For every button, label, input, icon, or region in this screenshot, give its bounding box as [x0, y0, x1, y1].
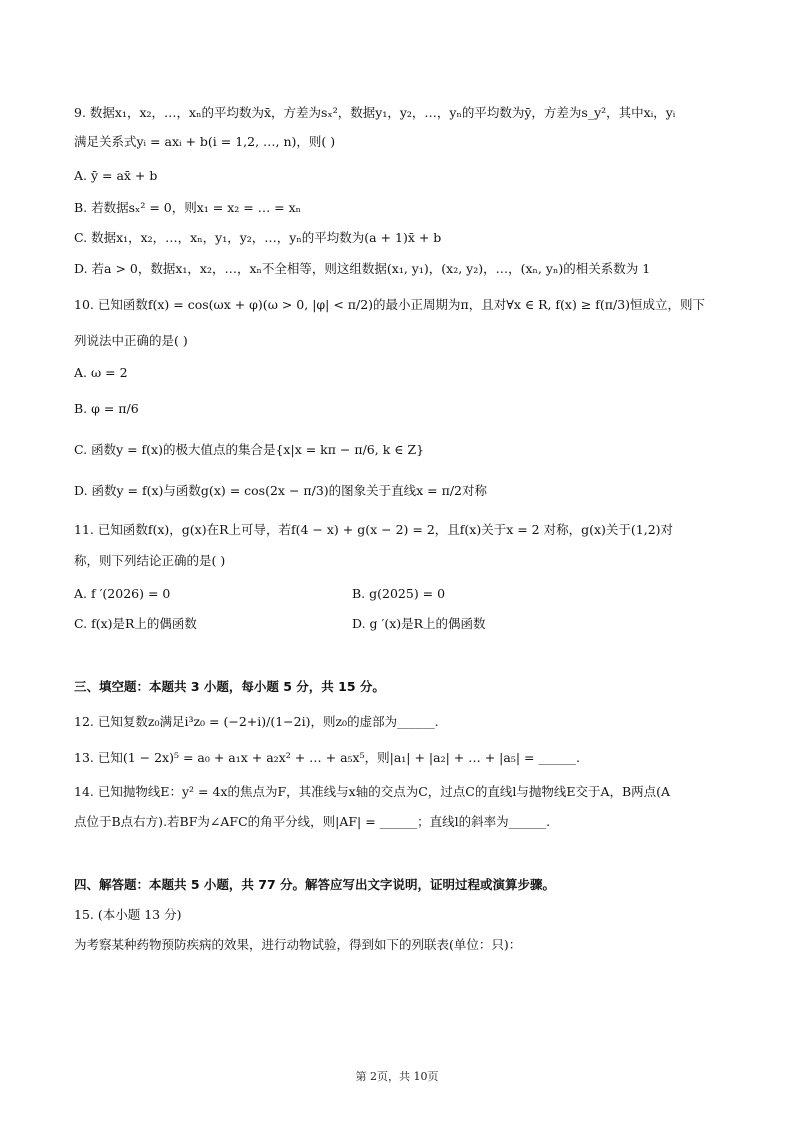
- q14-stem-line1: 14. 已知抛物线E：y² = 4x的焦点为F，其准线与x轴的交点为C，过点C的直线l与抛物线E交于A，B两点(A: [74, 784, 671, 799]
- q13-stem: 13. 已知(1 − 2x)⁵ = a₀ + a₁x + a₂x² + … + a₅x⁵，则|a₁| + |a₂| + … + |a₅| = ______.: [74, 750, 580, 765]
- q10-option-c: C. 函数y = f(x)的极大值点的集合是{x|x = kπ − π/6, k ∈ Z}: [74, 442, 425, 457]
- q11-option-b: B. g(2025) = 0: [352, 586, 446, 601]
- q10-option-a: A. ω = 2: [74, 365, 128, 380]
- q9-option-d: D. 若a > 0，数据x₁，x₂，…，xₙ不全相等，则这组数据(x₁, y₁)，(x₂, y₂)，…，(xₙ, yₙ)的相关系数为 1: [74, 261, 651, 276]
- q9-stem-line2: 满足关系式yᵢ = axᵢ + b(i = 1,2, …, n)，则( ): [74, 134, 336, 149]
- q9-stem-line1: 9. 数据x₁，x₂，…，xₙ的平均数为x̄，方差为sₓ²，数据y₁，y₂，…，yₙ的平均数为ȳ，方差为s_y²，其中xᵢ，yᵢ: [74, 105, 676, 120]
- q11-option-a: A. f ′(2026) = 0: [74, 586, 171, 601]
- q11-option-d: D. g ′(x)是R上的偶函数: [352, 616, 486, 631]
- section-4-heading: 四、解答题：本题共 5 小题，共 77 分。解答应写出文字说明，证明过程或演算步骤。: [74, 877, 556, 892]
- q9-option-b: B. 若数据sₓ² = 0，则x₁ = x₂ = … = xₙ: [74, 200, 302, 215]
- q9-option-a: A. ȳ = ax̄ + b: [74, 168, 158, 183]
- q9-option-c: C. 数据x₁，x₂，…，xₙ，y₁，y₂，…，yₙ的平均数为(a + 1)x̄ + b: [74, 230, 442, 245]
- q12-stem: 12. 已知复数z₀满足i³z₀ = (−2+i)/(1−2i)，则z₀的虚部为______.: [74, 714, 439, 729]
- q10-stem-line1: 10. 已知函数f(x) = cos(ωx + φ)(ω > 0, |φ| < π/2)的最小正周期为π，且对∀x ∈ R, f(x) ≥ f(π/3)恒成立，则下: [74, 297, 706, 312]
- section-3-heading: 三、填空题：本题共 3 小题，每小题 5 分，共 15 分。: [74, 679, 385, 694]
- q10-stem-line2: 列说法中正确的是( ): [74, 333, 188, 348]
- q10-option-b: B. φ = π/6: [74, 401, 139, 416]
- q14-stem-line2: 点位于B点右方).若BF为∠AFC的角平分线，则|AF| = ______；直线l的斜率为______.: [74, 814, 551, 829]
- q11-stem-line2: 称，则下列结论正确的是( ): [74, 553, 226, 568]
- q11-stem-line1: 11. 已知函数f(x)，g(x)在R上可导，若f(4 − x) + g(x − 2) = 2，且f(x)关于x = 2 对称，g(x)关于(1,2)对: [74, 522, 674, 537]
- q10-option-d: D. 函数y = f(x)与函数g(x) = cos(2x − π/3)的图象关于直线x = π/2对称: [74, 483, 488, 498]
- page-footer: 第 2页，共 10页: [355, 1070, 439, 1083]
- q11-option-c: C. f(x)是R上的偶函数: [74, 616, 197, 631]
- q15-line1: 为考察某种药物预防疾病的效果，进行动物试验，得到如下的列联表(单位：只)：: [74, 937, 522, 952]
- q15-header: 15. (本小题 13 分): [74, 907, 182, 922]
